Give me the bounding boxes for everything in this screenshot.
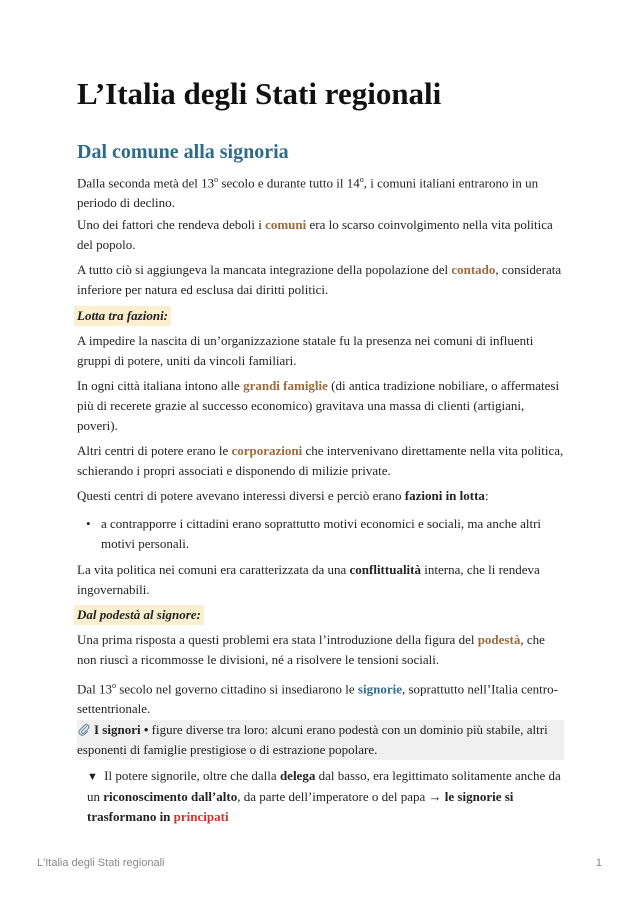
text: era lo scarso coinvolgimento nella vita politica del popolo. xyxy=(77,217,553,252)
list-item: • a contrapporre i cittadini erano soprattutto motivi economici e sociali, ma anche altri motivi personali. xyxy=(77,514,564,554)
highlight-podesta: podestà xyxy=(477,632,521,647)
highlight-signorie: signorie xyxy=(357,681,402,697)
paragraph-2 xyxy=(77,215,564,255)
text: Uno dei fattori che rendeva deboli i xyxy=(77,217,266,232)
bold-text: riconoscimento dall’alto xyxy=(103,789,238,804)
text: Una prima risposta a questi problemi era stata l’introduzione della figura del xyxy=(77,632,478,647)
highlight-corporazioni: corporazioni xyxy=(231,443,303,458)
bold-text: delega xyxy=(279,768,316,783)
note-title: I signori xyxy=(94,722,141,737)
subheading-text: Dal podestà al signore: xyxy=(74,605,204,625)
text: Altri centri di potere erano le xyxy=(77,443,232,458)
paragraph-5 xyxy=(77,376,564,436)
text: , soprattutto nell’Italia centro-settentrionale. xyxy=(77,681,558,717)
note-text: figure diverse tra loro: alcuni erano podestà con un dominio più stabile, altri esponenti di famiglie prestigiose o di estrazione popolare. xyxy=(77,722,548,757)
text: secolo nel governo cittadino si insediarono le xyxy=(116,681,358,697)
subheading-text: Lotta tra fazioni: xyxy=(74,306,171,326)
section-title: Dal comune alla signoria xyxy=(77,141,289,163)
highlight-principati: principati xyxy=(173,809,229,824)
page-number: 1 xyxy=(595,857,602,869)
paragraph-10 xyxy=(77,676,564,719)
subheading-podesta xyxy=(77,605,564,625)
text: , che non riuscì a ricommosse le divisioni, né a risolvere le tensioni sociali. xyxy=(77,632,545,667)
bullet-list xyxy=(77,514,564,554)
text: Questi centri di potere avevano interessi diversi e perciò erano xyxy=(77,488,405,503)
superscript: o xyxy=(214,175,219,184)
note-separator: • xyxy=(140,722,152,737)
highlight-comuni: comuni xyxy=(265,217,307,232)
text: Dal 13 xyxy=(77,681,113,697)
footer-title: L'Italia degli Stati regionali xyxy=(37,857,165,869)
paragraph-3 xyxy=(77,260,564,300)
text: dal basso, era legittimato solitamente anche da un xyxy=(87,768,561,804)
superscript: o xyxy=(359,175,364,184)
triangle-down-icon[interactable]: ▼ xyxy=(87,771,98,783)
text: A tutto ciò si aggiungeva la mancata integrazione della popolazione del xyxy=(77,262,452,277)
text: In ogni città italiana intono alle xyxy=(77,378,244,393)
callout-note xyxy=(77,720,564,760)
paragraph-4 xyxy=(77,331,564,371)
text: , considerata inferiore per natura ed esclusa dai diritti politici. xyxy=(77,262,562,297)
text: A impedire la nascita di un’organizzazione statale fu la presenza nei comuni di influenti gruppi di potere, uniti da vincoli familiari. xyxy=(77,333,534,368)
text: interna, che li rendeva ingovernabili. xyxy=(77,562,540,597)
bold-text: fazioni in lotta xyxy=(404,488,485,503)
toggle-block[interactable] xyxy=(87,766,564,827)
text: Il potere signorile, oltre che dalla xyxy=(100,768,280,783)
paragraph-7 xyxy=(77,486,564,506)
text: : xyxy=(484,488,489,503)
paragraph-9 xyxy=(77,630,564,670)
paragraph-1 xyxy=(77,170,564,213)
text: Dalla seconda metà del 13 xyxy=(77,175,215,191)
subheading-lotta xyxy=(77,306,564,326)
highlight-grandi-famiglie: grandi famiglie xyxy=(243,378,328,393)
text: , da parte dell’imperatore o del papa → xyxy=(237,789,445,804)
text: che intervenivano direttamente nella vita politica, schierando i propri associati e disponendo di milizie private. xyxy=(77,443,564,478)
paragraph-6 xyxy=(77,441,564,481)
page-title: L’Italia degli Stati regionali xyxy=(77,76,442,111)
text: secolo e durante tutto il 14 xyxy=(218,175,360,191)
highlight-contado: contado xyxy=(451,262,496,277)
bold-text: le signorie si trasformano in xyxy=(87,789,514,824)
paperclip-icon xyxy=(77,720,91,740)
text: , i comuni italiani entrarono in un periodo di declino. xyxy=(77,175,539,211)
superscript: o xyxy=(112,681,117,690)
paragraph-8 xyxy=(77,560,564,600)
bold-text: conflittualità xyxy=(349,562,421,577)
text: (di antica tradizione nobiliare, o affermatesi più di recerete grazie al successo economico) gravitava una massa di clienti (artigiani, poveri). xyxy=(77,378,560,433)
text: La vita politica nei comuni era caratterizzata da una xyxy=(77,562,350,577)
